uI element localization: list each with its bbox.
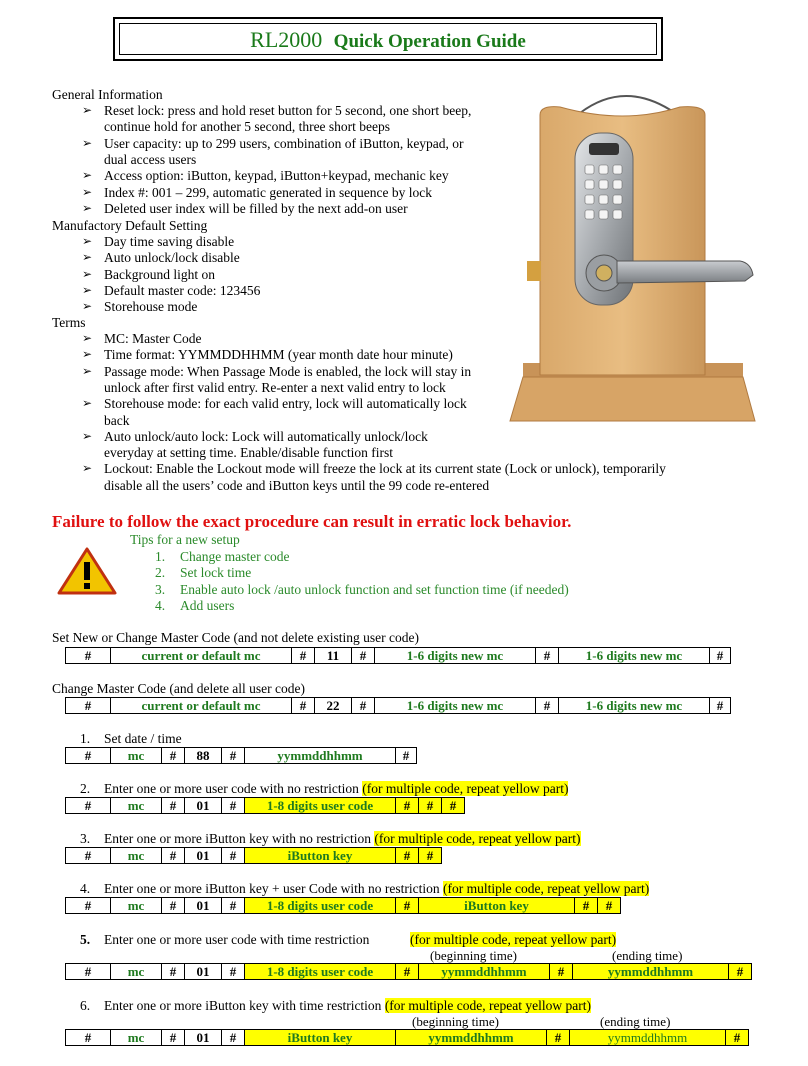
arrow-bullet-icon: ➢ [81, 184, 93, 199]
terms-item-text: Time format: YYMMDDHHMM (year month date hour minute) [104, 347, 453, 363]
step6-ending-label: (ending time) [600, 1014, 671, 1029]
warning-triangle-icon [56, 546, 118, 596]
code-cell: yymmddhhmm [396, 1030, 547, 1046]
general-item-text: Index #: 001 – 299, automatic generated in sequence by lock [104, 184, 433, 200]
arrow-bullet-icon: ➢ [81, 103, 93, 117]
step5-number: 5. [80, 932, 91, 947]
hash-key-cell: # [162, 798, 185, 814]
step3-highlight: (for multiple code, repeat yellow part) [374, 831, 581, 846]
general-item-text: continue hold for another 5 second, three short beeps [104, 119, 391, 135]
code-cell: 1-6 digits new mc [559, 698, 710, 714]
defaults-heading: Manufactory Default Setting [52, 218, 208, 233]
terms-item-text: Lockout: Enable the Lockout mode will freeze the lock at its current state (Lock or unlock), temporarily [104, 461, 666, 477]
title-model: RL2000 [250, 27, 323, 52]
step5-title: Enter one or more user code with time restriction [104, 932, 370, 947]
arrow-bullet-icon: ➢ [81, 299, 93, 314]
terms-heading: Terms [52, 315, 86, 330]
hash-key-cell: # [162, 848, 185, 864]
code-cell: 01 [185, 898, 222, 914]
defaults-item-text: Storehouse mode [104, 299, 198, 315]
hash-key-cell: # [536, 648, 559, 664]
step6-highlight: (for multiple code, repeat yellow part) [384, 998, 591, 1013]
step6-title: Enter one or more iButton key with time restriction [104, 998, 385, 1013]
arrow-bullet-icon: ➢ [81, 347, 93, 362]
step3-title: Enter one or more iButton key with no restriction [104, 831, 375, 846]
general-item-text: User capacity: up to 299 users, combination of iButton, keypad, or [104, 135, 464, 151]
code-cell: current or default mc [111, 648, 292, 664]
hash-key-cell: # [419, 798, 442, 814]
hash-key-cell: # [598, 898, 621, 914]
hash-key-cell: # [419, 848, 442, 864]
hash-key-cell: # [292, 648, 315, 664]
code-cell: iButton key [245, 1030, 396, 1046]
code-cell: 01 [185, 848, 222, 864]
hash-key-cell: # [536, 698, 559, 714]
step6-code-table [65, 1029, 749, 1046]
code-cell: 1-8 digits user code [245, 798, 396, 814]
step1-title: Set date / time [104, 731, 182, 746]
code-cell: yymmddhhmm [419, 964, 550, 980]
code-cell: 1-8 digits user code [245, 964, 396, 980]
general-heading: General Information [52, 87, 163, 102]
title-text: Quick Operation Guide [333, 31, 526, 52]
code-cell: iButton key [419, 898, 575, 914]
hash-key-cell: # [222, 898, 245, 914]
tips-item-text: Change master code [180, 549, 290, 564]
defaults-item-text: Default master code: 123456 [104, 282, 261, 298]
code-cell: iButton key [245, 848, 396, 864]
arrow-bullet-icon: ➢ [81, 428, 93, 443]
general-item-text: Access option: iButton, keypad, iButton+keypad, mechanic key [104, 168, 449, 184]
hash-key-cell: # [162, 748, 185, 764]
lock-product-photo [505, 85, 760, 425]
hash-key-cell: # [66, 898, 111, 914]
code-cell: mc [111, 964, 162, 980]
code-cell: yymmddhhmm [573, 964, 729, 980]
step6-number: 6. [80, 998, 91, 1013]
arrow-bullet-icon: ➢ [81, 135, 93, 150]
code-cell: 11 [315, 648, 352, 664]
code-cell: 22 [315, 698, 352, 714]
step5-ending-label: (ending time) [612, 948, 683, 963]
hash-key-cell: # [292, 698, 315, 714]
tips-item-number: 1. [155, 549, 166, 564]
code-cell: 1-8 digits user code [245, 898, 396, 914]
arrow-bullet-icon: ➢ [81, 282, 93, 297]
hash-key-cell: # [222, 964, 245, 980]
tips-item-number: 3. [155, 581, 166, 597]
step3-number: 3. [80, 831, 91, 846]
tips-item-text: Set lock time [180, 565, 252, 581]
step1-number: 1. [80, 731, 91, 746]
hash-key-cell: # [66, 798, 111, 814]
code-cell: 1-6 digits new mc [375, 698, 536, 714]
step2-title: Enter one or more user code with no restriction [104, 781, 363, 796]
step2-highlight: (for multiple code, repeat yellow part) [362, 781, 569, 796]
hash-key-cell: # [396, 798, 419, 814]
arrow-bullet-icon: ➢ [81, 331, 93, 345]
hash-key-cell: # [710, 698, 731, 714]
step2-number: 2. [80, 781, 91, 796]
hash-key-cell: # [162, 964, 185, 980]
code-cell: yymmddhhmm [245, 748, 396, 764]
tips-item-text: Add users [180, 597, 235, 613]
hash-key-cell: # [66, 1030, 111, 1046]
terms-item-text: Storehouse mode: for each valid entry, lock will automatically lock [104, 396, 467, 412]
hash-key-cell: # [352, 698, 375, 714]
step2-title-line [104, 781, 568, 797]
hash-key-cell: # [442, 798, 465, 814]
arrow-bullet-icon: ➢ [81, 234, 93, 248]
step5-code-table [65, 963, 752, 980]
step6-beginning-label: (beginning time) [412, 1014, 500, 1029]
general-item-text: Reset lock: press and hold reset button for 5 second, one short beep, [104, 103, 472, 118]
arrow-bullet-icon: ➢ [81, 363, 93, 378]
code-cell: 1-6 digits new mc [375, 648, 536, 664]
tips-heading: Tips for a new setup [130, 532, 240, 547]
code-cell: 01 [185, 964, 222, 980]
step4-title: Enter one or more iButton key + user Code with no restriction [104, 881, 444, 896]
title-inner [119, 23, 657, 55]
code-cell: mc [111, 898, 162, 914]
code-cell: mc [111, 798, 162, 814]
code-cell: yymmddhhmm [570, 1030, 726, 1046]
hash-key-cell: # [222, 848, 245, 864]
defaults-item-text: Day time saving disable [104, 234, 235, 249]
hash-key-cell: # [222, 798, 245, 814]
arrow-bullet-icon: ➢ [81, 461, 93, 476]
code-cell: 1-6 digits new mc [559, 648, 710, 664]
general-item-text: Deleted user index will be filled by the next add-on user [104, 200, 408, 216]
hash-key-cell: # [222, 1030, 245, 1046]
tips-item-number: 4. [155, 597, 166, 613]
proc1-code-table [65, 647, 731, 664]
tips-item-text: Enable auto lock /auto unlock function and set function time (if needed) [180, 581, 569, 597]
hash-key-cell: # [710, 648, 731, 664]
hash-key-cell: # [66, 648, 111, 664]
hash-key-cell: # [726, 1030, 749, 1046]
warning-text: Failure to follow the exact procedure can result in erratic lock behavior. [52, 512, 572, 531]
arrow-bullet-icon: ➢ [81, 250, 93, 265]
defaults-item-text: Background light on [104, 266, 215, 282]
arrow-bullet-icon: ➢ [81, 266, 93, 281]
terms-item-text: Auto unlock/auto lock: Lock will automatically unlock/lock [104, 428, 428, 444]
step4-highlight: (for multiple code, repeat yellow part) [443, 881, 650, 896]
hash-key-cell: # [396, 898, 419, 914]
title-box [113, 17, 663, 61]
step3-code-table [65, 847, 442, 864]
hash-key-cell: # [66, 964, 111, 980]
tips-item-number: 2. [155, 565, 166, 581]
step2-code-table [65, 797, 465, 814]
general-item-text: dual access users [104, 151, 197, 167]
step5-beginning-label: (beginning time) [430, 948, 518, 963]
terms-item-text: everyday at setting time. Enable/disable function first [104, 445, 394, 461]
hash-key-cell: # [396, 964, 419, 980]
arrow-bullet-icon: ➢ [81, 200, 93, 215]
code-cell: 01 [185, 798, 222, 814]
terms-item-text: unlock after first valid entry. Re-enter a next valid entry to lock [104, 379, 446, 395]
hash-key-cell: # [66, 748, 111, 764]
proc2-code-table [65, 697, 731, 714]
hash-key-cell: # [729, 964, 752, 980]
proc1-title: Set New or Change Master Code (and not delete existing user code) [52, 630, 420, 645]
terms-item-text: disable all the users’ code and iButton keys until the 99 code re-entered [104, 477, 490, 493]
terms-item-text: back [104, 412, 130, 428]
hash-key-cell: # [222, 748, 245, 764]
code-cell: mc [111, 848, 162, 864]
terms-item-text: Passage mode: When Passage Mode is enabled, the lock will stay in [104, 363, 472, 379]
hash-key-cell: # [396, 748, 417, 764]
proc2-title: Change Master Code (and delete all user code) [52, 681, 306, 696]
step4-number: 4. [80, 881, 91, 896]
arrow-bullet-icon: ➢ [81, 396, 93, 411]
step5-highlight: (for multiple code, repeat yellow part) [410, 932, 617, 947]
step4-title-line [104, 881, 649, 897]
terms-item-text: MC: Master Code [104, 331, 202, 346]
hash-key-cell: # [396, 848, 419, 864]
hash-key-cell: # [547, 1030, 570, 1046]
step3-title-line [104, 831, 581, 847]
step6-title-line [104, 998, 591, 1014]
code-cell: current or default mc [111, 698, 292, 714]
code-cell: 88 [185, 748, 222, 764]
code-cell: mc [111, 1030, 162, 1046]
code-cell: 01 [185, 1030, 222, 1046]
hash-key-cell: # [162, 898, 185, 914]
hash-key-cell: # [550, 964, 573, 980]
arrow-bullet-icon: ➢ [81, 168, 93, 183]
hash-key-cell: # [66, 698, 111, 714]
hash-key-cell: # [352, 648, 375, 664]
step1-code-table [65, 747, 417, 764]
step4-code-table [65, 897, 621, 914]
hash-key-cell: # [575, 898, 598, 914]
hash-key-cell: # [162, 1030, 185, 1046]
code-cell: mc [111, 748, 162, 764]
defaults-item-text: Auto unlock/lock disable [104, 250, 240, 266]
hash-key-cell: # [66, 848, 111, 864]
